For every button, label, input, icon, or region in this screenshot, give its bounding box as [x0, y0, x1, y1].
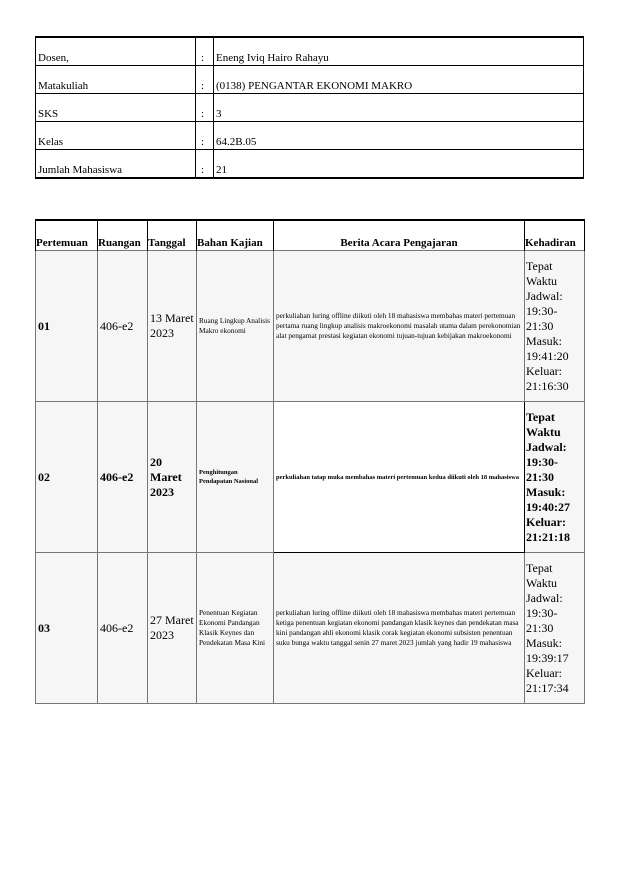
info-separator: : — [196, 66, 214, 94]
attendance-check-out: Keluar: 21:16:30 — [526, 363, 569, 393]
table-row — [36, 402, 585, 553]
table-row — [36, 553, 585, 704]
info-label: SKS — [36, 94, 196, 122]
info-separator: : — [196, 150, 214, 179]
date: 27 Maret 2023 — [148, 553, 197, 704]
attendance-status: Tepat Waktu — [526, 258, 558, 288]
room: 406-e2 — [98, 553, 148, 704]
info-row-sks — [36, 94, 584, 122]
info-separator: : — [196, 122, 214, 150]
info-label: Jumlah Mahasiswa — [36, 150, 196, 179]
attendance-check-out: Keluar: 21:17:34 — [526, 665, 569, 695]
info-label: Kelas — [36, 122, 196, 150]
attendance-status: Tepat Waktu — [526, 560, 558, 590]
header-bahan-kajian: Bahan Kajian — [197, 220, 274, 251]
info-row-matakuliah — [36, 66, 584, 94]
teaching-report: perkuliahan luring offline diikuti oleh 18 mahasiswa membahas materi pertemuan pertama ruang lingkup analisis makroekonomi masalah utama dalam perekonomian alat pengamat prestasi kegiatan ekonomi tujuan-tujuan kebijakan makroekonomi — [274, 251, 525, 402]
course-info-table — [35, 36, 584, 179]
table-header-row — [36, 220, 585, 251]
info-row-dosen — [36, 37, 584, 66]
attendance-schedule: Jadwal: 19:30-21:30 — [526, 439, 567, 484]
attendance — [525, 553, 585, 704]
meeting-number: 02 — [36, 402, 98, 553]
attendance-check-out: Keluar: 21:21:18 — [526, 514, 570, 544]
attendance-check-in: Masuk: 19:40:27 — [526, 484, 570, 514]
room: 406-e2 — [98, 251, 148, 402]
study-material: Penghitungan Pendapatan Nasional — [197, 402, 274, 553]
info-label: Dosen, — [36, 37, 196, 66]
info-value: 64.2B.05 — [214, 122, 584, 150]
header-pertemuan: Pertemuan — [36, 220, 98, 251]
table-row — [36, 251, 585, 402]
header-tanggal: Tanggal — [148, 220, 197, 251]
info-value: 21 — [214, 150, 584, 179]
attendance-check-in: Masuk: 19:41:20 — [526, 333, 569, 363]
info-label: Matakuliah — [36, 66, 196, 94]
info-value: (0138) PENGANTAR EKONOMI MAKRO — [214, 66, 584, 94]
attendance-status: Tepat Waktu — [526, 409, 561, 439]
teaching-report: perkuliahan tatap muka membahas materi pertemuan kedua diikuti oleh 18 mahasiswa — [274, 402, 525, 553]
study-material: Ruang Lingkup Analisis Makro ekonomi — [197, 251, 274, 402]
attendance-schedule: Jadwal: 19:30-21:30 — [526, 288, 563, 333]
info-separator: : — [196, 94, 214, 122]
attendance — [525, 251, 585, 402]
date: 20 Maret 2023 — [148, 402, 197, 553]
attendance — [525, 402, 585, 553]
info-row-kelas — [36, 122, 584, 150]
room: 406-e2 — [98, 402, 148, 553]
header-kehadiran: Kehadiran — [525, 220, 585, 251]
info-row-jumlah — [36, 150, 584, 179]
info-value: 3 — [214, 94, 584, 122]
date: 13 Maret 2023 — [148, 251, 197, 402]
header-berita-acara: Berita Acara Pengajaran — [274, 220, 525, 251]
header-ruangan: Ruangan — [98, 220, 148, 251]
meeting-number: 03 — [36, 553, 98, 704]
info-value: Eneng Iviq Hairo Rahayu — [214, 37, 584, 66]
meeting-number: 01 — [36, 251, 98, 402]
teaching-log-table — [35, 219, 585, 704]
info-separator: : — [196, 37, 214, 66]
teaching-report: perkuliahan luring offline diikuti oleh 18 mahasiswa membahas materi pertemuan ketiga penentuan kegiatan ekonomi pandangan klasik keynes dan pendekatan masa kini pandangan ahli ekonomi klasik corak kegiatan ekonomi subsisten penentuan suku bunga waktu tanggal senin 27 maret 2023 jumlah yang hadir 19 mahasiswa — [274, 553, 525, 704]
attendance-check-in: Masuk: 19:39:17 — [526, 635, 569, 665]
study-material: Penentuan Kegiatan Ekonomi Pandangan Klasik Keynes dan Pendekatan Masa Kini — [197, 553, 274, 704]
attendance-schedule: Jadwal: 19:30-21:30 — [526, 590, 563, 635]
